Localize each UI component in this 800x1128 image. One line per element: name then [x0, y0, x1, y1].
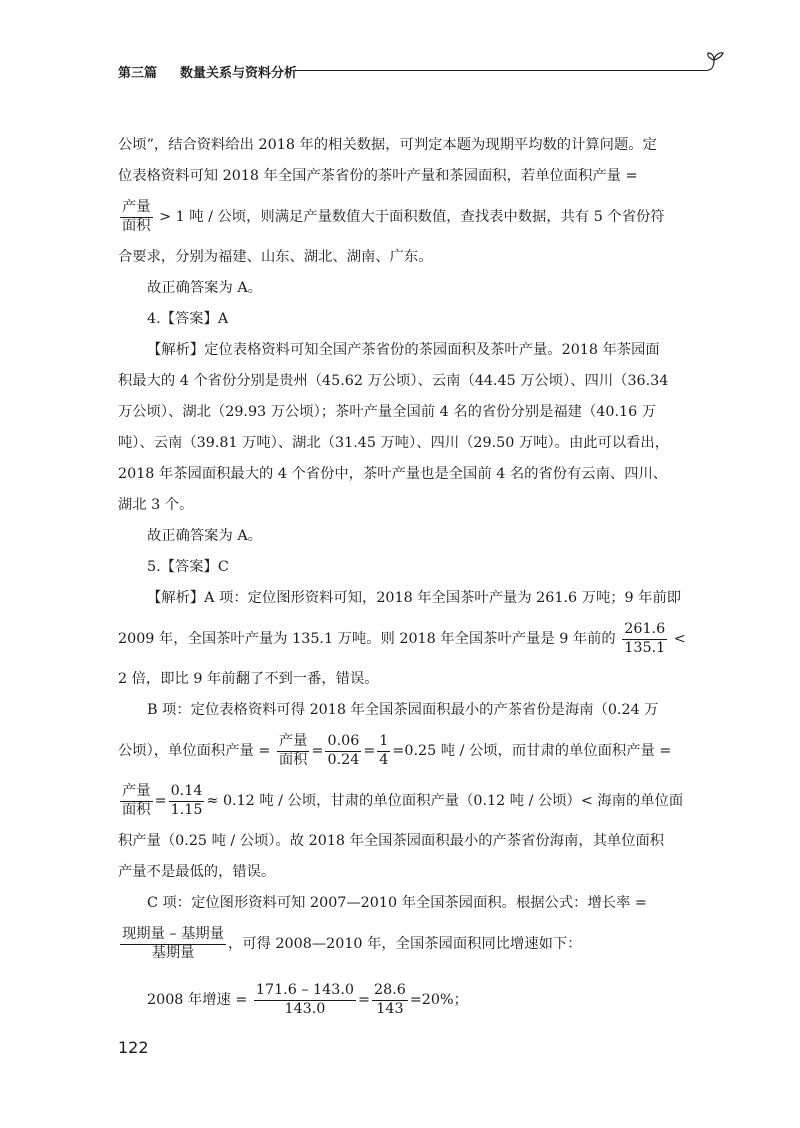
- text-line: 位表格资料可知 2018 年全国产茶省份的茶叶产量和茶园面积，若单位面积产量 =: [118, 168, 638, 184]
- running-header: [118, 58, 718, 88]
- text-run: <: [673, 631, 686, 647]
- text-line: 2 倍，即比 9 年前翻了不到一番，错误。: [118, 671, 379, 687]
- text-line: 产量不是最低的，错误。: [118, 864, 276, 880]
- fraction: [120, 783, 153, 820]
- question-answer-heading: 5.【答案】C: [147, 559, 229, 575]
- text-run: > 1 吨 / 公顷，则满足产量数值大于面积数值，查找表中数据，共有 5 个省份符: [159, 209, 665, 225]
- fraction: [622, 621, 667, 658]
- fraction: [120, 199, 153, 236]
- fraction: [254, 982, 356, 1019]
- text-line: 积产量（0.25 吨 / 公顷）。故 2018 年全国茶园面积最小的产茶省份海南，其单位面积: [118, 833, 665, 849]
- fraction: [325, 733, 361, 770]
- fraction: [372, 982, 408, 1019]
- section-label: 第三篇: [118, 66, 158, 81]
- equals-sign: =: [363, 743, 376, 759]
- fraction-numerator: 产量: [277, 733, 310, 752]
- fraction-denominator: 4: [379, 751, 389, 768]
- text-line: 【解析】定位表格资料可知全国产茶省份的茶园面积及茶叶产量。2018 年茶园面: [147, 342, 660, 358]
- text-run: 公顷），单位面积产量 =: [118, 743, 271, 759]
- equals-sign: =: [358, 992, 370, 1008]
- answer-line: 故正确答案为 A。: [147, 528, 262, 544]
- equals-sign: =: [311, 743, 324, 759]
- fraction-numerator: 1: [377, 733, 390, 752]
- text-line: C 项：定位图形资料可知 2007—2010 年全国茶园面积。根据公式：增长率 =: [147, 895, 647, 911]
- fraction-denominator: 135.1: [624, 639, 666, 656]
- fraction-numerator: 产量: [120, 199, 153, 218]
- fraction-numerator: 261.6: [622, 621, 667, 640]
- fraction-denominator: 0.24: [327, 751, 360, 768]
- fraction-denominator: 1.15: [170, 801, 203, 818]
- page-body: [118, 130, 712, 1025]
- fraction: [277, 733, 310, 770]
- text-run: 2008 年增速 =: [147, 992, 248, 1008]
- text-run: 2009 年，全国茶叶产量为 135.1 万吨。则 2018 年全国茶叶产量是 9 年前的: [118, 631, 616, 647]
- text-line-with-fraction: [118, 614, 712, 664]
- answer-line: 故正确答案为 A。: [147, 280, 262, 296]
- equals-sign: =: [154, 793, 167, 809]
- fraction-denominator: 面积: [122, 217, 151, 234]
- fraction-numerator: 28.6: [372, 982, 408, 1001]
- text-line: 【解析】A 项：定位图形资料可知，2018 年全国茶叶产量为 261.6 万吨；9 年前即: [147, 590, 682, 606]
- text-line-with-fraction: [118, 919, 712, 969]
- fraction-numerator: 0.06: [325, 733, 361, 752]
- page-number: 122: [118, 1038, 149, 1057]
- fraction-denominator: 基期量: [151, 944, 195, 961]
- text-line-with-fraction: [118, 192, 712, 242]
- fraction-numerator: 0.14: [169, 783, 205, 802]
- fraction-numerator: 171.6 – 143.0: [254, 982, 356, 1001]
- chapter-title: 数量关系与资料分析: [180, 66, 298, 81]
- fraction: [169, 783, 205, 820]
- text-line: 公顷”，结合资料给出 2018 年的相关数据，可判定本题为现期平均数的计算问题。定: [118, 137, 657, 153]
- text-line-with-fraction: [118, 726, 712, 776]
- text-line: 湖北 3 个。: [118, 497, 194, 513]
- question-answer-heading: 4.【答案】A: [147, 311, 229, 327]
- fraction: [120, 926, 226, 963]
- text-line-with-fraction: [118, 776, 712, 826]
- text-line: 万公顷）、湖北（29.93 万公顷）；茶叶产量全国前 4 名的省份分别是福建（40.16 万: [118, 404, 657, 420]
- text-run: =20%；: [409, 992, 468, 1008]
- text-run: =0.25 吨 / 公顷，而甘肃的单位面积产量 =: [392, 743, 672, 759]
- fraction-denominator: 面积: [278, 751, 308, 768]
- fraction: [377, 733, 390, 770]
- text-line: 积最大的 4 个省份分别是贵州（45.62 万公顷）、云南（44.45 万公顷）、四川（36.34: [118, 373, 669, 389]
- text-line: 吨）、云南（39.81 万吨）、湖北（31.45 万吨）、四川（29.50 万吨）。由此可以看出，: [118, 435, 670, 451]
- text-run: ，可得 2008—2010 年，全国茶园面积同比增速如下：: [228, 936, 582, 952]
- text-run: ≈ 0.12 吨 / 公顷，甘肃的单位面积产量（0.12 吨 / 公顷）< 海南的单位面: [206, 793, 684, 809]
- formula-line: [118, 975, 712, 1025]
- sprout-icon: [702, 50, 728, 76]
- header-rule: [296, 70, 708, 71]
- fraction-numerator: 现期量 – 基期量: [120, 926, 226, 945]
- text-line: B 项：定位表格资料可得 2018 年全国茶园面积最小的产茶省份是海南（0.24 万: [147, 702, 659, 718]
- fraction-numerator: 产量: [120, 783, 153, 802]
- text-line: 合要求，分别为福建、山东、湖北、湖南、广东。: [118, 249, 433, 265]
- fraction-denominator: 143.0: [284, 1000, 326, 1017]
- text-line: 2018 年茶园面积最大的 4 个省份中，茶叶产量也是全国前 4 名的省份有云南、四川、: [118, 466, 668, 482]
- fraction-denominator: 143: [376, 1000, 404, 1017]
- fraction-denominator: 面积: [122, 801, 151, 818]
